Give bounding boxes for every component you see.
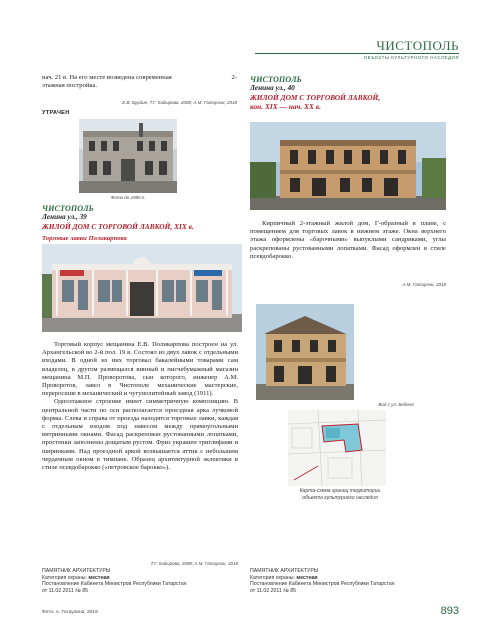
old-photo-caption: Фото до 1990 г.	[110, 195, 146, 200]
left-protection-label: Категория охраны:	[42, 574, 87, 581]
header-rule	[255, 53, 459, 54]
intro-line1: нач. 21 в. На его месте возведена современная	[42, 74, 172, 81]
side-view-caption: Вид с ул. Бебеля	[378, 402, 414, 407]
right-body-caption: А.М. Гатаулин, 2018	[402, 282, 446, 287]
left-body-caption: Т.Г. Кадырова, 2008; А.М. Гатаулин, 2018	[150, 561, 238, 566]
right-city: ЧИСТОПОЛЬ	[250, 75, 302, 84]
running-header-subtitle: ОБЪЕКТЫ КУЛЬТУРНОГО НАСЛЕДИЯ	[363, 55, 459, 60]
right-protection-label: Категория охраны:	[250, 574, 295, 581]
intro-caption: Е.В. Бурдин, Т.Г. Кадырова, 2008; А.М. Гатаулин, 2018	[122, 100, 237, 105]
right-protection-value: местная	[296, 574, 318, 581]
intro-text	[42, 74, 237, 90]
right-decree: Постановление Кабинета Министров Республики Татарстан	[250, 581, 395, 588]
left-body-text	[42, 341, 238, 472]
left-city: ЧИСТОПОЛЬ	[42, 204, 94, 213]
left-protection-block	[42, 568, 242, 594]
left-protection-value: местная	[88, 574, 110, 581]
map-caption-line1: Карта-схема границ территории	[299, 488, 381, 494]
right-object-title-line2: кон. XIX — нач. XX в.	[250, 102, 321, 111]
left-body-p2: Одноэтажное строение имеет симметричную композицию. В центральной части по оси располагается проездная арка лучковой формы. Слева и справа от проезда находятся торговые лавки, каждая с отдельным входом под навесом между прямоугольными витринными окнами. Фасад раскрепован рустованными лопатками, простенки заполнены дощатым рустом. Фриз украшен триглифами и ширинками. Над проездной аркой возвышается аттик с небольшим чердачным окном в тимпане. Образец архитектурной эклектики в стиле псевдобарокко («петровское барокко»).	[42, 398, 238, 472]
right-body-text: Кирпичный 2-этажный жилой дом, Г-образный в плане, с помещением для торговых лавок в нижнем этаже. Окна верхнего этажа оформлены «барочными» выпуклыми сандриками, углы раскрепованы рустованными лопатками. Фасад оформлен в стиле псевдобарокко.	[250, 220, 446, 260]
old-building-photo	[79, 119, 177, 193]
house-photo	[250, 122, 446, 210]
right-street: Ленина ул., 40	[250, 84, 295, 92]
running-header-title: ЧИСТОПОЛЬ	[376, 38, 459, 53]
shop-building-photo	[42, 244, 242, 332]
right-object-title-line1: ЖИЛОЙ ДОМ С ТОРГОВОЙ ЛАВКОЙ,	[250, 93, 381, 102]
left-object-subtitle: Торговые лавки Поликарпова	[42, 235, 127, 242]
intro-line2: этажная постройка.	[42, 82, 98, 90]
photo-credit: Фото: А. Гатаулина, 2019	[42, 610, 98, 615]
map-caption-line2: объекта культурного наследия	[302, 494, 378, 501]
right-protection-block	[250, 568, 450, 594]
left-decree-date: от 11.02.2011 № 85	[42, 587, 88, 594]
left-decree: Постановление Кабинета Министров Республики Татарстан	[42, 581, 187, 588]
left-object-title: ЖИЛОЙ ДОМ С ТОРГОВОЙ ЛАВКОЙ, XIX в.	[42, 222, 194, 231]
left-monument-type: ПАМЯТНИК АРХИТЕКТУРЫ	[42, 568, 111, 574]
left-body-p1: Торговый корпус мещанина Е.В. Поликарпова построен на ул. Архангельской во 2-й пол. 19 в. Состоял из двух лавок с отдельными входами. В одной из них торговал бакалейными товарами сам владелец, в другом размещался винный и писчебумажный магазин мещанина М.П. Проворотова, сын которого, инженер А.М. Проворотов, завел в Чистополе механические мастерские, переросшие в механический и чугунолитейный завод (1911).	[42, 341, 238, 398]
intro-line1-end: 2-	[231, 74, 237, 81]
status-label: УТРАЧЕН	[42, 110, 70, 116]
right-decree-date: от 11.02.2011 № 85	[250, 587, 296, 594]
page-number: 893	[440, 605, 459, 617]
side-view-photo	[256, 304, 354, 400]
boundary-map	[288, 410, 386, 486]
map-caption	[288, 488, 392, 501]
right-monument-type: ПАМЯТНИК АРХИТЕКТУРЫ	[250, 568, 319, 574]
left-street: Ленина ул., 39	[42, 213, 87, 221]
